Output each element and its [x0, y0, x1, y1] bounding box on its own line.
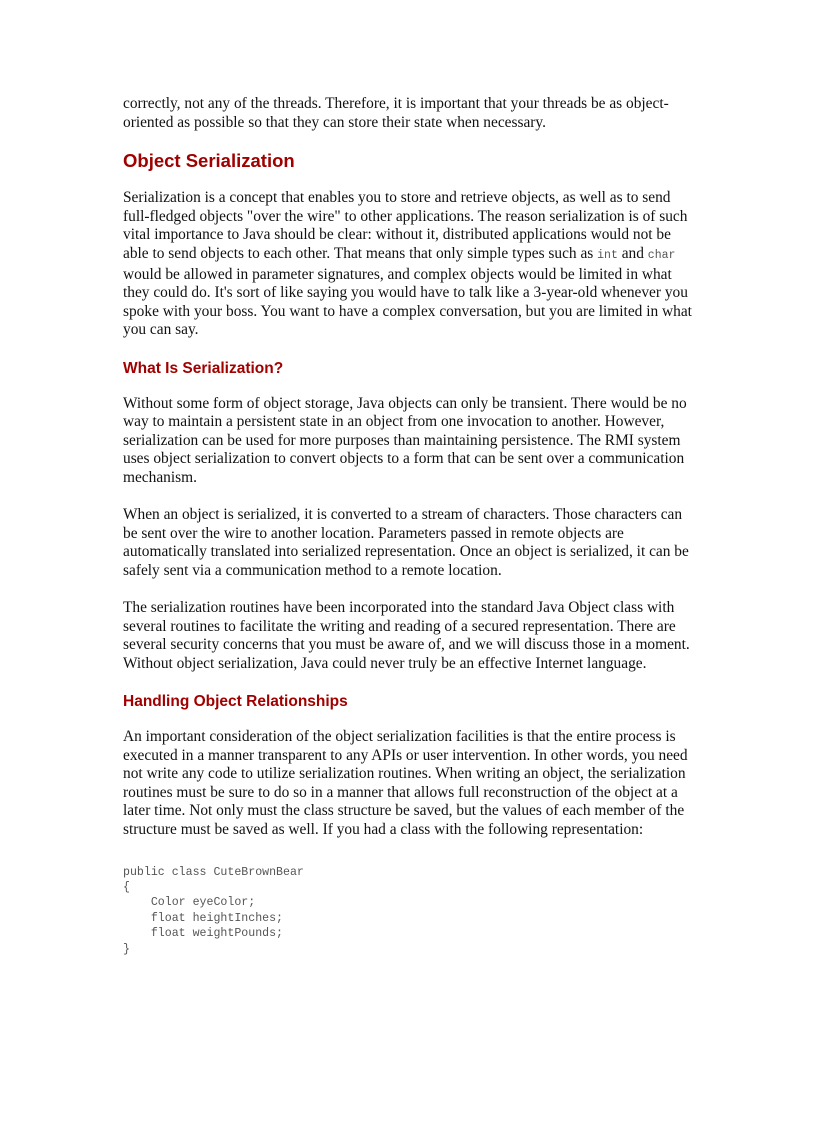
paragraph-stream-of-characters: When an object is serialized, it is converted to a stream of characters. Those characters can be sent over the wire to another location. Parameters passed in remote objects are automatically translated into serialized representation. Once an object is serialized, it can be safely sent via a communication method to a remote location. — [123, 506, 689, 579]
inline-code-char: char — [647, 248, 676, 262]
inline-code-int: int — [597, 248, 618, 262]
paragraph-text: Serialization is a concept that enables you to store and retrieve objects, as well as to send full-fledged objects "over the wire" to other applications. The reason serialization is of such vital importance to Java should be clear: without it, distributed applications would not be able to send objects to each other. That means that only simple types such as — [123, 189, 688, 262]
paragraph-object-storage: Without some form of object storage, Java objects can only be transient. There would be no way to maintain a persistent state in an object from one invocation to another. However, serialization can be used for more purposes than maintaining persistence. The RMI system uses object serialization to convert objects to a form that can be sent over a communication mechanism. — [123, 394, 687, 486]
paragraph-object-relationships: An important consideration of the object serialization facilities is that the entire process is executed in a manner transparent to any APIs or user intervention. In other words, you need not write any code to utilize serialization routines. When writing an object, the serialization routines must be sure to do so in a manner that allows full reconstruction of the object at a later time. Not only must the class structure be saved, but the values of each member of the structure must be saved as well. If you had a class with the following representation: — [123, 728, 688, 838]
paragraph-text: and — [617, 244, 648, 262]
heading-what-is-serialization: What Is Serialization? — [123, 359, 284, 377]
heading-object-serialization: Object Serialization — [123, 150, 295, 172]
document-page — [123, 95, 698, 957]
paragraph-text: would be allowed in parameter signatures, and complex objects would be limited in what they could do. It's sort of like saying you would have to talk like a 3-year-old whenever you spoke with your boss. You want to have a complex conversation, but you are limited in what you can say. — [123, 265, 692, 339]
paragraph-serialization-routines: The serialization routines have been incorporated into the standard Java Object class with several routines to facilitate the writing and reading of a secured representation. There are several security concerns that you must be aware of, and we will discuss those in a moment. Without object serialization, Java could never truly be an effective Internet language. — [123, 599, 690, 672]
heading-handling-object-relationships: Handling Object Relationships — [123, 693, 348, 711]
code-listing: public class CuteBrownBear { Color eyeColor; float heightInches; float weightPounds; } — [123, 865, 304, 956]
paragraph-serialization-concept — [123, 189, 698, 340]
intro-paragraph: correctly, not any of the threads. Therefore, it is important that your threads be as object-oriented as possible so that they can store their state when necessary. — [123, 95, 669, 131]
